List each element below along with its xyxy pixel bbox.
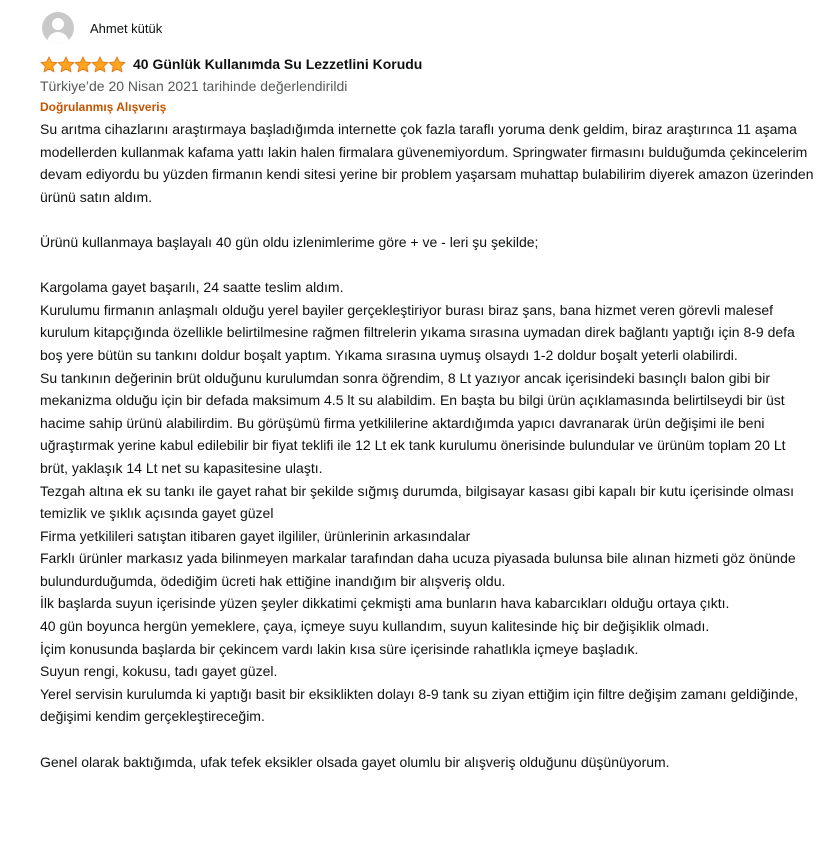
reviewer-name[interactable]: Ahmet kütük bbox=[90, 20, 163, 36]
paragraph-gap bbox=[40, 254, 815, 277]
review-paragraph: 40 gün boyunca hergün yemeklere, çaya, içmeye suyu kullandım, suyun kalitesinde hiç bir değişiklik olmadı. bbox=[40, 618, 710, 635]
review-paragraph: İlk başlarda suyun içerisinde yüzen şeyler dikkatimi çekmişti ama bunların hava kabarcıkları olduğu ortaya çıktı. bbox=[40, 595, 730, 612]
review-paragraph: Firma yetkilileri satıştan itibaren gayet ilgililer, ürünlerinin arkasındalar bbox=[40, 527, 471, 544]
paragraph-gap bbox=[40, 208, 815, 231]
review-paragraph: İçim konusunda başlarda bir çekincem vardı lakin kısa süre içerisinde rahatlıkla içmeye başladık. bbox=[40, 640, 639, 657]
verified-purchase-badge: Doğrulanmış Alışveriş bbox=[40, 100, 167, 114]
user-silhouette-icon[interactable] bbox=[42, 12, 74, 44]
paragraph-gap bbox=[40, 728, 815, 751]
star-rating[interactable] bbox=[40, 56, 125, 73]
review-paragraph: Farklı ürünler markasız yada bilinmeyen markalar tarafından daha ucuza piyasada bulunsa bile alınan hizmeti göz önünde bulundurduğumda, ödediğim ücreti hak ettiğine inandığım bir alışveriş oldu. bbox=[40, 550, 796, 589]
review-paragraph: Su tankının değerinin brüt olduğunu kurulumdan sonra öğrendim, 8 Lt yazıyor ancak içerisindeki basınçlı balon gibi bir mekanizma olduğu için bir defada maksimum 4.5 lt su alabildim. En başta bu bilgi ürün açıklamasında belirtilseydi bir üst hacime sahip ürünü alabilirdim. Bu görüşümü firma yetkililerine aktardığımda yapıcı davranarak ürün değişimi ile beni uğraştırmak yerine kabul edilebilir bir fiyat teklifi ile 12 Lt ek tank kurulumu önerisinde bulundular ve ürünüm toplam 20 Lt brüt, yaklaşık 14 Lt net su kapasitesine ulaştı. bbox=[40, 369, 786, 476]
review-paragraph: Yerel servisin kurulumda ki yaptığı basit bir eksiklikten dolayı 8-9 tank su ziyan ettiğim için filtre değişim zamanı geldiğinde, değişimi kendim gerçekleştireceğim. bbox=[40, 685, 799, 725]
reviewer-profile[interactable] bbox=[42, 10, 820, 46]
review-date: Türkiye’de 20 Nisan 2021 tarihinde değerlendirildi bbox=[40, 78, 348, 94]
review-title-row bbox=[40, 55, 820, 73]
review-paragraph: Tezgah altına ek su tankı ile gayet rahat bir şekilde sığmış durumda, bilgisayar kasası gibi kapalı bir kutu içerisinde olması temizlik ve şıklık açısında gayet güzel bbox=[40, 482, 795, 522]
review-paragraph: Kargolama gayet başarılı, 24 saatte teslim aldım. bbox=[40, 279, 344, 296]
review-title[interactable]: 40 Günlük Kullanımda Su Lezzetlini Korudu bbox=[133, 56, 423, 72]
star-icon bbox=[40, 56, 58, 73]
review-paragraph: Kurulumu firmanın anlaşmalı olduğu yerel bayiler gerçekleştiriyor burası biraz şans, bana hizmet veren görevli malesef kurulum kitapçığında özellikle belirtilmesine rağmen filtrelerin yıkama sırasına uymadan direk bağlantı yaptığı için 8-9 defa boş yere bütün su tankını doldur boşalt yaptım. Yıkama sırasına uymuş olsaydı 1-2 doldur boşalt yeterli olabilirdi. bbox=[40, 301, 795, 363]
star-icon bbox=[108, 56, 126, 73]
review-body bbox=[40, 118, 815, 773]
review-paragraph: Ürünü kullanmaya başlayalı 40 gün oldu izlenimlerime göre + ve - leri şu şekilde; bbox=[40, 233, 539, 250]
review-paragraph: Suyun rengi, kokusu, tadı gayet güzel. bbox=[40, 663, 278, 680]
star-icon bbox=[74, 56, 92, 73]
star-icon bbox=[57, 56, 75, 73]
review-paragraph: Su arıtma cihazlarını araştırmaya başladığımda internette çok fazla taraflı yoruma denk geldim, biraz araştırınca 11 aşama modellerden kullanmak kafama yattı lakin halen firmalara güvenemiyordum. Springwater firmasını bulduğumda çekincelerim devam ediyordu bu yüzden firmanın kendi sitesi yerine bir problem yaşarsam muhattap bulabilirim diyerek amazon üzerinden ürünü satın aldım. bbox=[40, 121, 814, 205]
star-icon bbox=[91, 56, 109, 73]
review-paragraph: Genel olarak baktığımda, ufak tefek eksikler olsada gayet olumlu bir alışveriş olduğunu düşünüyorum. bbox=[40, 753, 670, 770]
